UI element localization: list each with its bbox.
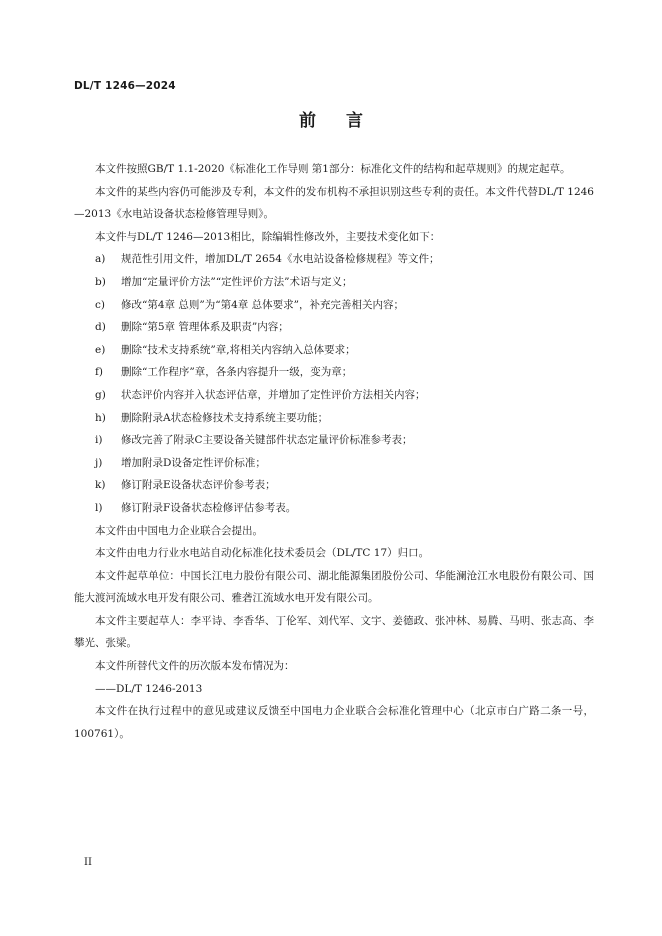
paragraph-history-intro: 本文件所替代文件的历次版本发布情况为： (95, 660, 295, 673)
list-marker: b) (95, 275, 106, 288)
list-item (74, 384, 594, 407)
title-part-2: 言 (346, 111, 363, 131)
changes-list (74, 248, 594, 519)
list-item-text: 修改完善了附录C主要设备关键部件状态定量评价标准参考表； (121, 434, 413, 447)
list-item-text: 修改“第4章 总则”为“第4章 总体要求”，补充完善相关内容； (121, 298, 405, 311)
list-item-text: 修订附录E设备状态评价参考表； (121, 479, 276, 492)
list-item (74, 497, 594, 520)
page-number: II (84, 857, 92, 868)
list-marker: g) (95, 388, 106, 401)
list-marker: k) (95, 479, 106, 492)
list-item (74, 316, 594, 339)
list-marker: a) (95, 253, 106, 266)
page-title (0, 106, 662, 131)
list-item-text: 修订附录F设备状态检修评估参考表。 (121, 501, 297, 514)
list-marker: i) (95, 434, 103, 447)
list-item-text: 删除“第5章 管理体系及职责”内容； (121, 321, 289, 334)
paragraph-drafting-units: 本文件起草单位：中国长江电力股份有限公司、湖北能源集团股份公司、华能澜沧江水电股份有限公司、国能大渡河流域水电开发有限公司、雅砻江流域水电开发有限公司。 (74, 569, 594, 605)
list-item (74, 429, 594, 452)
paragraph-changes-intro: 本文件与DL/T 1246—2013相比，除编辑性修改外，主要技术变化如下： (95, 230, 441, 243)
list-item-text: 删除附录A状态检修技术支持系统主要功能； (121, 411, 329, 424)
list-item-text: 规范性引用文件，增加DL/T 2654《水电站设备检修规程》等文件； (121, 253, 440, 266)
list-item (74, 248, 594, 271)
list-item-text: 增加“定量评价方法”“定性评价方法”术语与定义； (121, 275, 353, 288)
paragraph-history-item: ——DL/T 1246-2013 (95, 682, 203, 695)
title-part-1: 前 (299, 111, 316, 131)
list-marker: f) (95, 366, 103, 379)
paragraph-technical-committee: 本文件由电力行业水电站自动化标准化技术委员会（DL/TC 17）归口。 (95, 547, 430, 560)
list-item (74, 474, 594, 497)
document-number: DL/T 1246—2024 (74, 80, 176, 92)
list-item (74, 339, 594, 362)
list-marker: c) (95, 298, 105, 311)
paragraph-proposed-by: 本文件由中国电力企业联合会提出。 (95, 524, 263, 537)
list-item (74, 452, 594, 475)
list-marker: h) (95, 411, 106, 424)
list-marker: l) (95, 501, 103, 514)
paragraph-drafters: 本文件主要起草人：李平诗、李香华、丁伦军、刘代军、文宇、姜德政、张冲林、易腾、马明、张志高、李攀光、张梁。 (74, 614, 594, 650)
list-item-text: 状态评价内容并入状态评估章，并增加了定性评价方法相关内容； (121, 388, 426, 401)
paragraph-drafting-rule: 本文件按照GB/T 1.1-2020《标准化工作导则 第1部分：标准化文件的结构和起草规则》的规定起草。 (95, 163, 571, 175)
list-marker: e) (95, 343, 106, 356)
list-item (74, 294, 594, 317)
paragraph-feedback: 本文件在执行过程中的意见或建议反馈至中国电力企业联合会标准化管理中心（北京市白广路二条一号，100761）。 (74, 705, 594, 740)
list-item (74, 407, 594, 430)
list-marker: d) (95, 321, 106, 334)
list-item (74, 361, 594, 384)
list-item-text: 增加附录D设备定性评价标准； (121, 456, 266, 469)
list-marker: j) (95, 456, 103, 469)
list-item-text: 删除“工作程序”章，各条内容提升一级，变为章； (121, 366, 353, 379)
paragraph-patent-notice: 本文件的某些内容仍可能涉及专利，本文件的发布机构不承担识别这些专利的责任。本文件代替DL/T 1246—2013《水电站设备状态检修管理导则》。 (74, 185, 594, 221)
list-item-text: 删除“技术支持系统”章,将相关内容纳入总体要求； (121, 343, 356, 356)
foreword-body (74, 158, 594, 745)
list-item (74, 271, 594, 294)
